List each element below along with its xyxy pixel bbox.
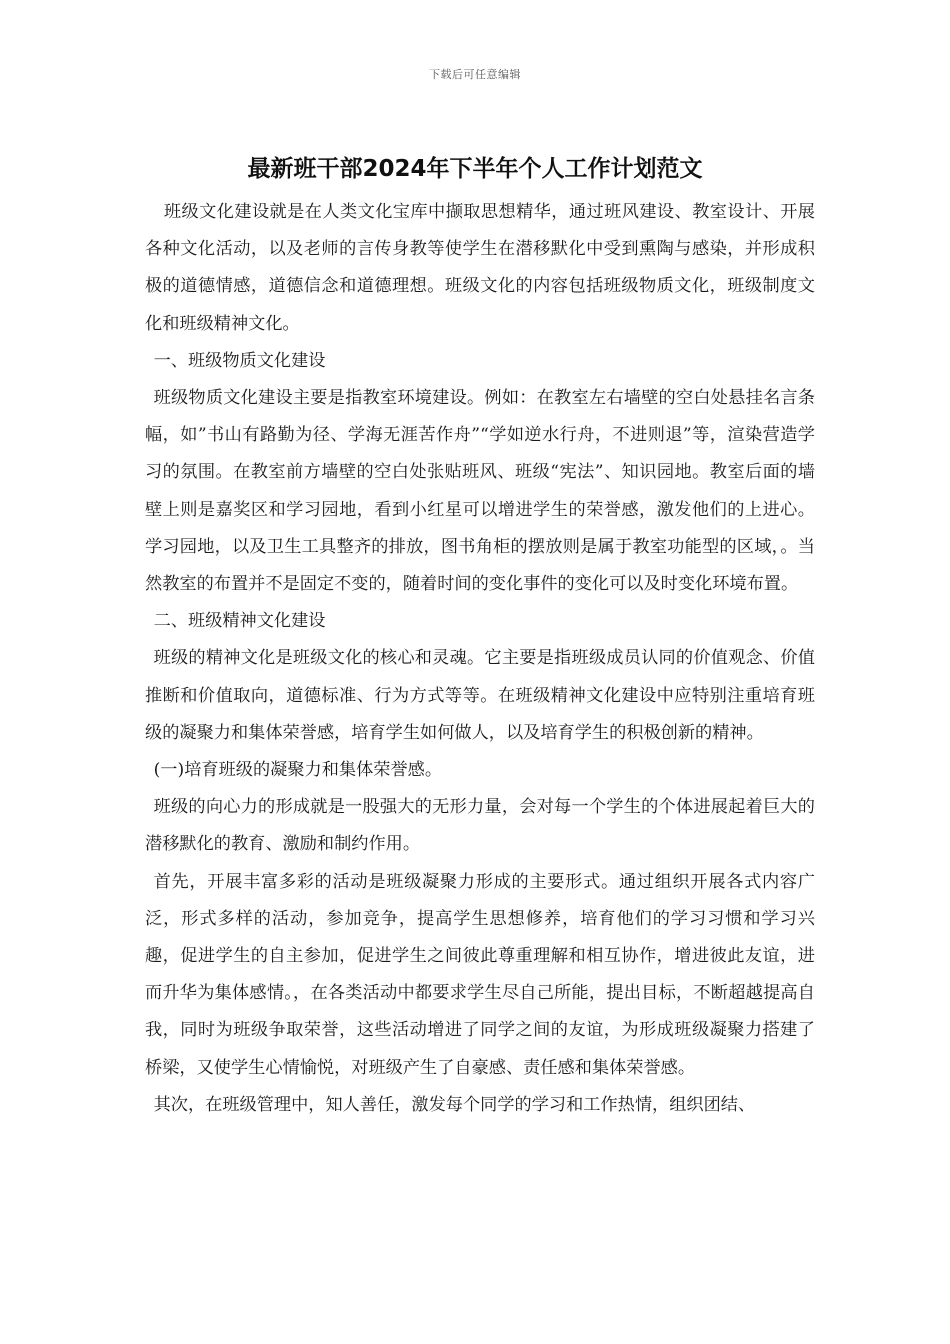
paragraph-material-culture: 班级物质文化建设主要是指教室环境建设。例如：在教室左右墙壁的空白处悬挂名言条幅，如”书山有路勤为径、学海无涯苦作舟”“学如逆水行舟，不进则退”等，渲染营造学习的氛围。在教室前方墙壁的空白处张贴班风、班级“宪法”、知识园地。教室后面的墙壁上则是嘉奖区和学习园地，看到小红星可以增进学生的荣誉感，激发他们的上进心。学习园地，以及卫生工具整齐的排放，图书角柜的摆放则是属于教室功能型的区域，。当然教室的布置并不是固定不变的，随着时间的变化事件的变化可以及时变化环境布置。 xyxy=(145,388,815,595)
paragraph-spiritual-culture: 班级的精神文化是班级文化的核心和灵魂。它主要是指班级成员认同的价值观念、价值推断和价值取向，道德标准、行为方式等等。在班级精神文化建设中应特别注重培育班级的凝聚力和集体荣誉感，培育学生如何做人，以及培育学生的积极创新的精神。 xyxy=(145,648,815,743)
document-body xyxy=(145,194,815,1124)
paragraph-intro: 班级文化建设就是在人类文化宝库中撷取思想精华，通过班风建设、教室设计、开展各种文化活动，以及老师的言传身教等使学生在潜移默化中受到熏陶与感染，并形成积极的道德情感，道德信念和道德理想。班级文化的内容包括班级物质文化，班级制度文化和班级精神文化。 xyxy=(145,202,815,334)
paragraph-management: 其次，在班级管理中，知人善任，激发每个同学的学习和工作热情，组织团结、 xyxy=(153,1094,756,1115)
section-heading-material-culture: 一、班级物质文化建设 xyxy=(153,350,326,371)
section-heading-spiritual-culture: 二、班级精神文化建设 xyxy=(153,611,326,632)
subsection-heading-cohesion: (一)培育班级的凝聚力和集体荣誉感。 xyxy=(153,760,443,781)
paragraph-cohesion: 班级的向心力的形成就是一股强大的无形力量，会对每一个学生的个体进展起着巨大的潜移默化的教育、激励和制约作用。 xyxy=(145,797,815,855)
paragraph-activities: 首先，开展丰富多彩的活动是班级凝聚力形成的主要形式。通过组织开展各式内容广泛，形式多样的活动，参加竞争，提高学生思想修养，培育他们的学习习惯和学习兴趣，促进学生的自主参加，促进学生之间彼此尊重理解和相互协作，增进彼此友谊，进而升华为集体感情。，在各类活动中都要求学生尽自己所能，提出目标，不断超越提高自我，同时为班级争取荣誉，这些活动增进了同学之间的友谊，为形成班级凝聚力搭建了桥梁，又使学生心情愉悦，对班级产生了自豪感、责任感和集体荣誉感。 xyxy=(145,871,815,1078)
document-title: 最新班干部2024年下半年个人工作计划范文 xyxy=(247,156,703,182)
header-note: 下载后可任意编辑 xyxy=(429,68,521,81)
